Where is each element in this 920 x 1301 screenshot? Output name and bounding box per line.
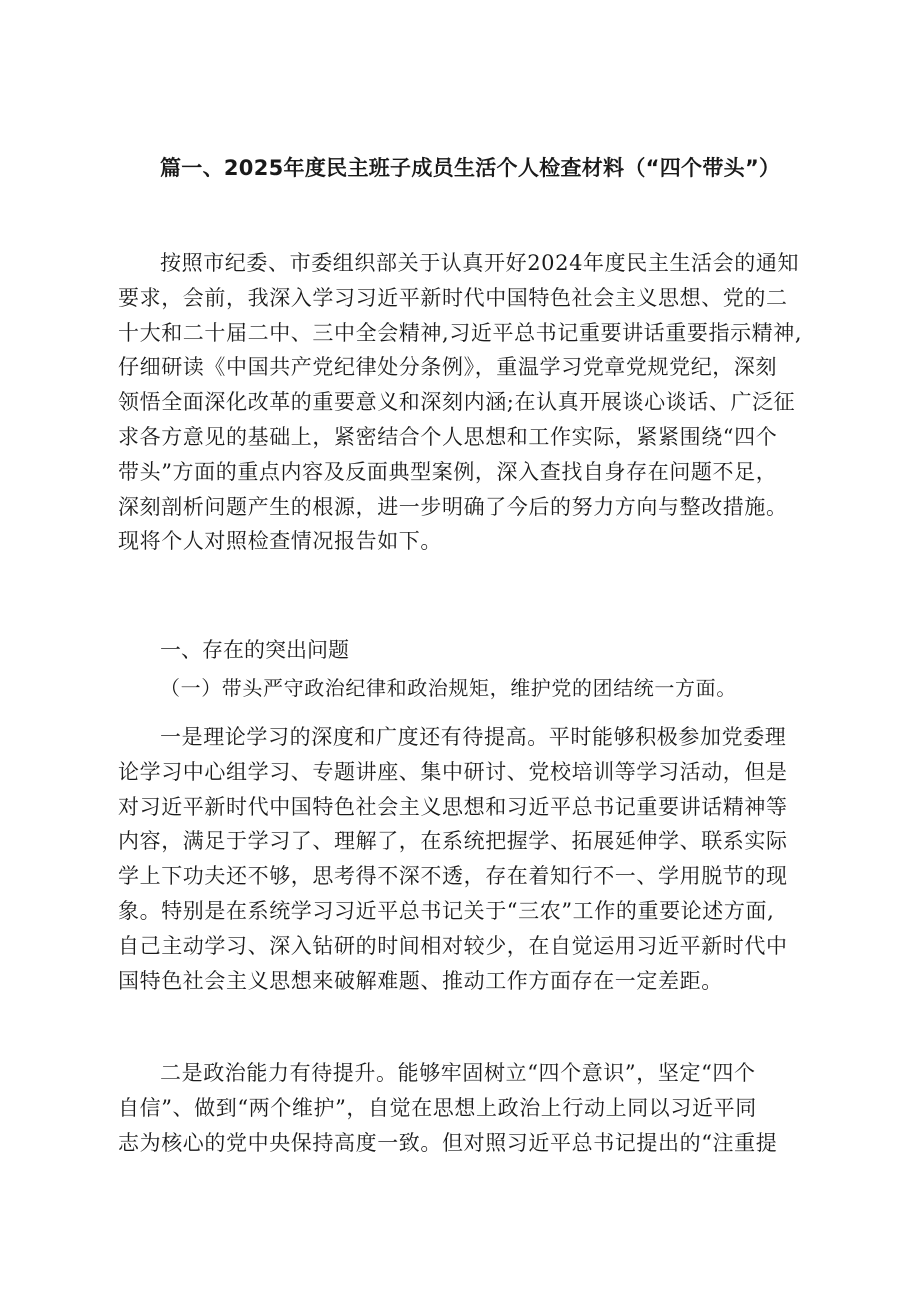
subsection-heading: （一）带头严守政治纪律和政治规矩，维护党的团结统一方面。 [160, 676, 737, 700]
text-line: 按照市纪委、市委组织部关于认真开好2024年度民主生活会的通知 [160, 251, 800, 275]
text-line: 志为核心的党中央保持高度一致。但对照习近平总书记提出的“注重提 [118, 1130, 778, 1155]
text-line: 学上下功夫还不够，思考得不深不透，存在着知行不一、学用脱节的现 [118, 864, 788, 889]
paragraph-political-ability [118, 1056, 818, 1160]
text-line: 带头”方面的重点内容及反面典型案例，深入查找自身存在问题不足， [118, 459, 778, 484]
text-line: 求各方意见的基础上，紧密结合个人思想和工作实际，紧紧围绕“四个 [118, 424, 778, 449]
document-title: 篇一、2025年度民主班子成员生活个人检查材料（“四个带头”） [160, 156, 781, 180]
paragraph-theory-study [118, 720, 818, 998]
text-line: 自信”、做到“两个维护”，自觉在思想上政治上行动上同以习近平同 [118, 1095, 757, 1120]
text-line: 论学习中心组学习、专题讲座、集中研讨、党校培训等学习活动，但是 [118, 759, 788, 784]
text-line: 国特色社会主义思想来破解难题、推动工作方面存在一定差距。 [118, 968, 723, 993]
text-line: 仔细研读《中国共产党纪律处分条例》，重温学习党章党规党纪，深刻 [118, 355, 778, 380]
text-line: 二是政治能力有待提升。能够牢固树立“四个意识”，坚定“四个 [160, 1061, 756, 1085]
text-line: 内容，满足于学习了、理解了，在系统把握学、拓展延伸学、联系实际 [118, 829, 788, 854]
text-line: 要求，会前，我深入学习习近平新时代中国特色社会主义思想、党的二 [118, 285, 788, 310]
text-line: 对习近平新时代中国特色社会主义思想和习近平总书记重要讲话精神等 [118, 794, 788, 819]
text-line: 现将个人对照检查情况报告如下。 [118, 529, 442, 554]
text-line: 十大和二十届二中、三中全会精神,习近平总书记重要讲话重要指示精神, [118, 320, 803, 345]
text-line: 一是理论学习的深度和广度还有待提高。平时能够积极参加党委理 [160, 725, 787, 749]
intro-paragraph [118, 246, 818, 559]
text-line: 领悟全面深化改革的重要意义和深刻内涵;在认真开展谈心谈话、广泛征 [118, 390, 796, 415]
section-heading: 一、存在的突出问题 [160, 638, 349, 662]
text-line: 象。特别是在系统学习习近平总书记关于“三农”工作的重要论述方面, [118, 898, 775, 923]
text-line: 自己主动学习、深入钻研的时间相对较少，在自觉运用习近平新时代中 [118, 933, 788, 958]
text-line: 深刻剖析问题产生的根源，进一步明确了今后的努力方向与整改措施。 [118, 494, 788, 519]
